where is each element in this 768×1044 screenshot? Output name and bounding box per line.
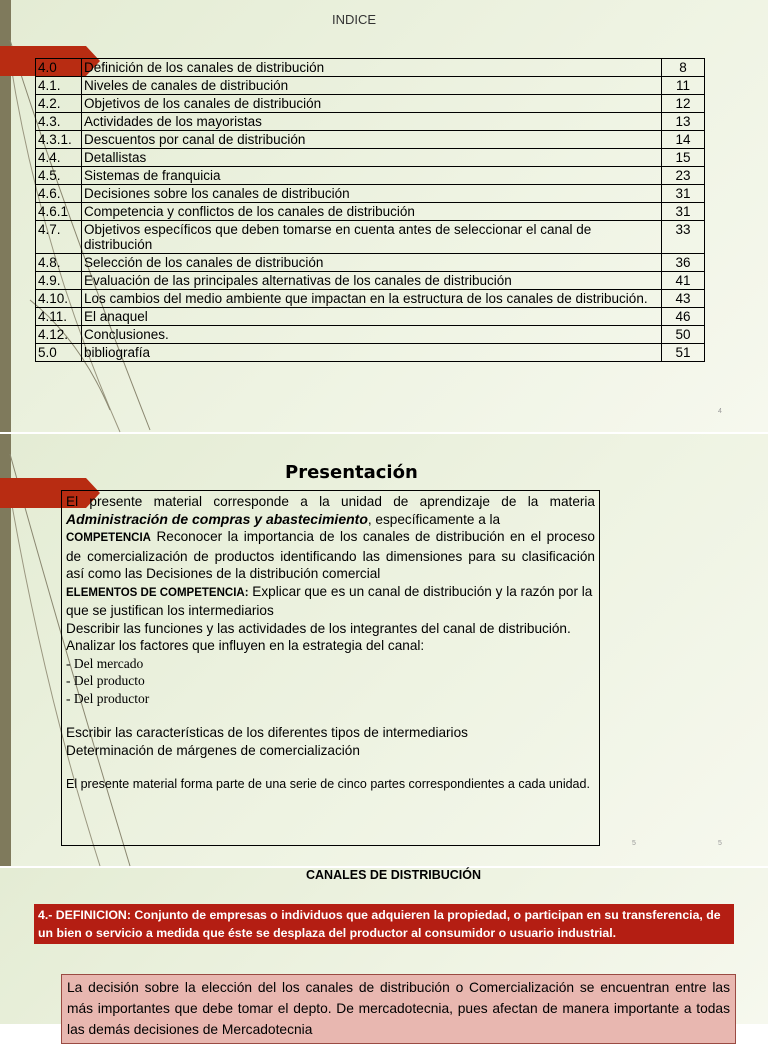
spacer [66,707,595,724]
index-number: 4.0 [36,59,82,77]
index-page: 31 [662,203,705,221]
table-row [36,59,705,77]
index-title: Actividades de los mayoristas [82,113,662,131]
index-number: 4.9. [36,272,82,290]
table-row [36,290,705,308]
index-title: Sistemas de franquicia [82,167,662,185]
elements-label: ELEMENTOS DE COMPETENCIA: [66,586,249,599]
table-row [36,131,705,149]
index-number: 4.4. [36,149,82,167]
index-table [35,58,705,362]
subject-name: Administración de compras y abastecimiento [66,510,368,527]
analyze-paragraph: Analizar los factores que influyen en la estrategia del canal: [66,638,425,653]
table-row [36,221,705,254]
index-page: 33 [662,221,705,254]
index-title: Los cambios del medio ambiente que impactan en la estructura de los canales de distribución. [82,290,662,308]
table-row [36,77,705,95]
index-page: 46 [662,308,705,326]
table-row [36,167,705,185]
presentation-heading: Presentación [285,462,418,483]
index-number: 4.3.1. [36,131,82,149]
index-number: 4.11. [36,308,82,326]
table-row [36,326,705,344]
index-number: 4.3. [36,113,82,131]
slide-number: 5 [718,840,722,847]
index-page: 51 [662,344,705,362]
index-number: 4.8. [36,254,82,272]
index-number: 4.10. [36,290,82,308]
index-number: 4.5. [36,167,82,185]
elements-paragraph [66,583,595,620]
index-number: 4.6.1 [36,203,82,221]
index-title: El anaquel [82,308,662,326]
index-title: Detallistas [82,149,662,167]
competence-label: COMPETENCIA [66,532,151,544]
spacer [66,759,595,776]
table-row [36,272,705,290]
canales-heading: CANALES DE DISTRIBUCIÓN [306,868,482,882]
table-row [36,308,705,326]
intermediaries-paragraph: Escribir las características de los diferentes tipos de intermediarios [66,725,468,740]
table-row [36,344,705,362]
index-title: Conclusiones. [82,326,662,344]
definition-box: 4.- DEFINICION: Conjunto de empresas o individuos que adquieren la propiedad, o participan en su transferencia, de un bien o servicio a medida que éste se desplaza del productor al consumidor o usuario industrial. [34,904,734,944]
index-page: 12 [662,95,705,113]
body-box: La decisión sobre la elección del los canales de distribución o Comercialización se encuentran entre las más importantes que debe tomar el depto. De mercadotecnia, pues afectan de manera importante a todas las demás decisiones de Mercadotecnia [61,974,736,1044]
index-title: Descuentos por canal de distribución [82,131,662,149]
index-page: 43 [662,290,705,308]
index-page: 23 [662,167,705,185]
bullet-item: - Del producto [66,673,145,688]
index-number: 4.1. [36,77,82,95]
slide-number: 5 [632,840,636,847]
slide-presentacion [0,434,768,866]
index-title: Decisiones sobre los canales de distribución [82,185,662,203]
table-row [36,203,705,221]
index-page: 41 [662,272,705,290]
index-page: 31 [662,185,705,203]
index-title: Definición de los canales de distribución [82,59,662,77]
index-number: 4.2. [36,95,82,113]
index-title: Evaluación de las principales alternativas de los canales de distribución [82,272,662,290]
slide-title: INDICE [332,12,377,27]
slide-number: 4 [718,408,722,415]
index-page: 50 [662,326,705,344]
index-title: Selección de los canales de distribución [82,254,662,272]
index-title: Competencia y conflictos de los canales de distribución [82,203,662,221]
margins-paragraph: Determinación de márgenes de comercialización [66,742,360,758]
competence-paragraph [66,528,595,583]
table-row [36,254,705,272]
slide-canales [0,868,768,1037]
competence-text: Reconocer la importancia de los canales de distribución en el proceso de comercialización de productos identificando las dimensiones para su clasificación así como las Decisiones de la distribución comercial [66,529,595,581]
index-page: 8 [662,59,705,77]
bullet-item: - Del mercado [66,655,144,671]
elements-text: Explicar que es un canal de distribución y la razón por la que se justifican los intermediarios [66,583,593,618]
index-title: Niveles de canales de distribución [82,77,662,95]
index-number: 5.0 [36,344,82,362]
table-row [36,113,705,131]
index-number: 4.7. [36,221,82,254]
table-row [36,149,705,167]
slide-indice [0,0,768,432]
describe-paragraph: Describir las funciones y las actividades de los integrantes del canal de distribución. [66,620,571,636]
index-page: 36 [662,254,705,272]
table-row [36,95,705,113]
index-page: 13 [662,113,705,131]
index-title: bibliografía [82,344,662,362]
index-title: Objetivos de los canales de distribución [82,95,662,113]
intro-paragraph [66,493,595,528]
series-paragraph: El presente material forma parte de una serie de cinco partes correspondientes a cada unidad. [66,777,590,791]
index-number: 4.6. [36,185,82,203]
table-row [36,185,705,203]
intro-text: El presente material corresponde a la unidad de aprendizaje de la materia [66,494,595,509]
index-title: Objetivos específicos que deben tomarse en cuenta antes de seleccionar el canal de distribución [82,221,662,254]
index-page: 11 [662,77,705,95]
index-number: 4.12. [36,326,82,344]
intro-text-tail: , específicamente a la [367,511,501,527]
index-page: 14 [662,131,705,149]
index-page: 15 [662,149,705,167]
bullet-item: - Del productor [66,690,150,706]
presentation-box [61,490,600,846]
